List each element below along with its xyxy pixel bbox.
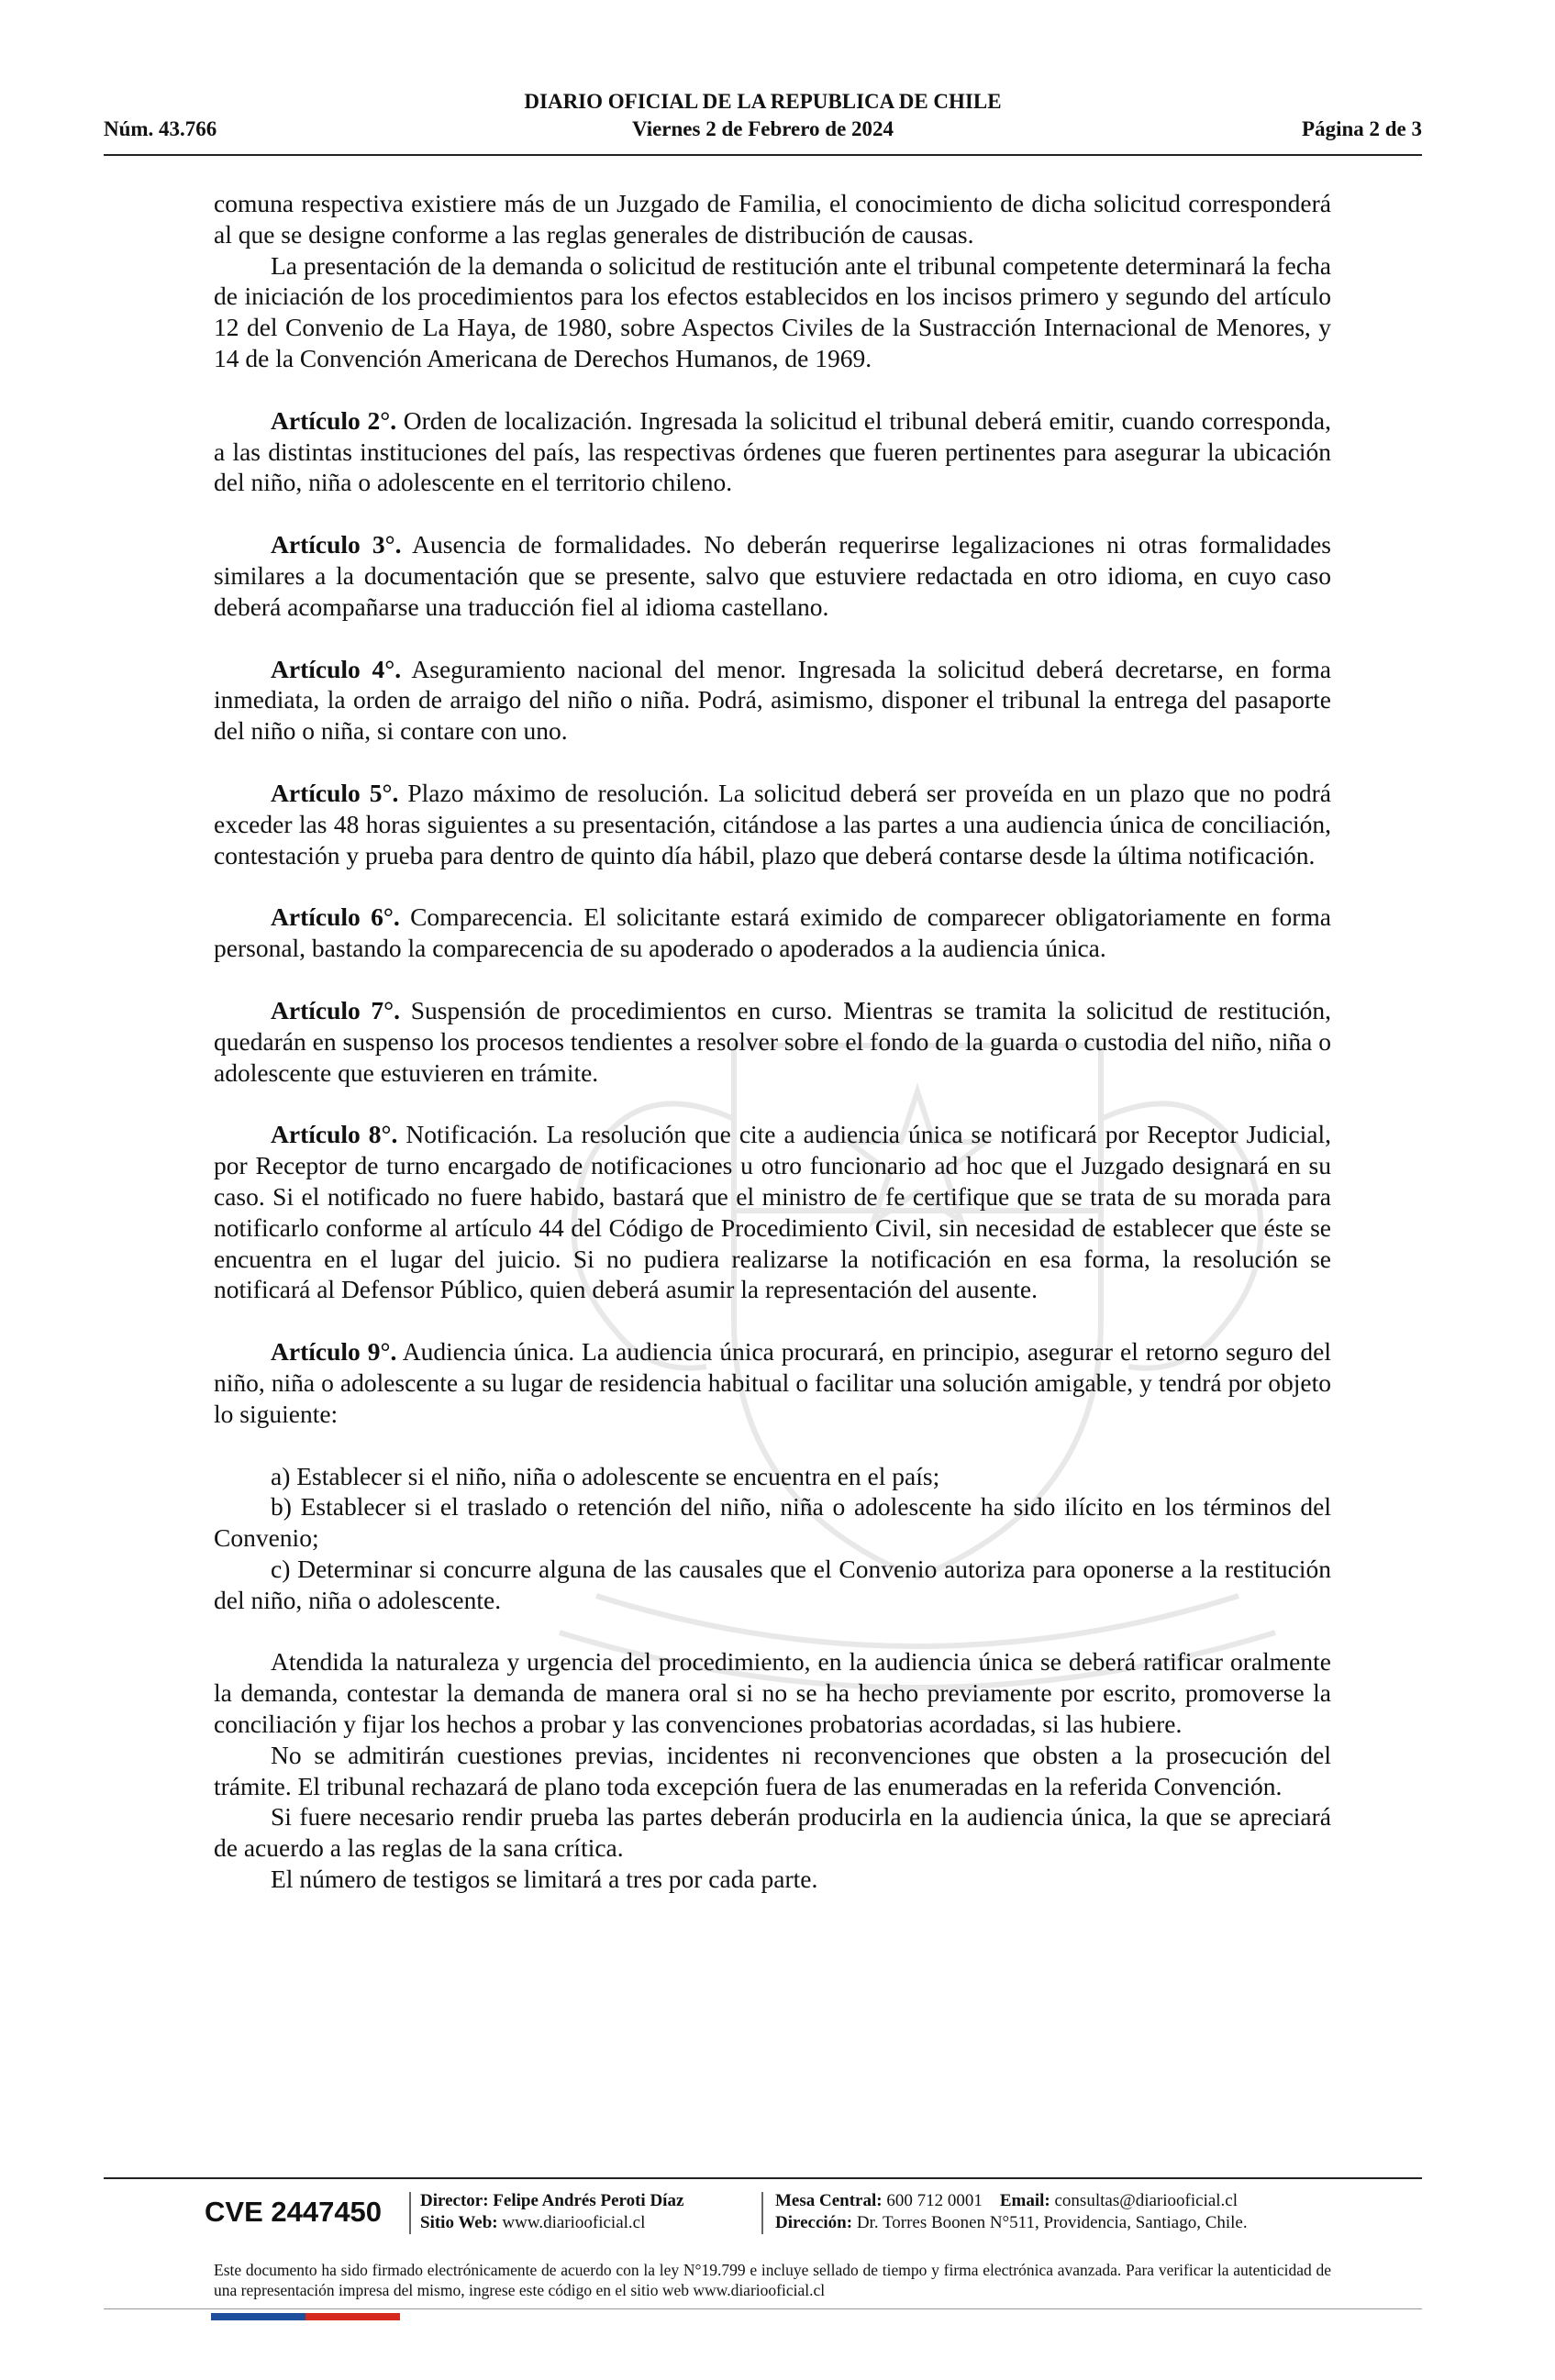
footer-separator xyxy=(409,2192,411,2234)
address-label: Dirección: xyxy=(775,2213,853,2232)
footer-contact-block xyxy=(775,2190,1248,2234)
article-7 xyxy=(214,995,1331,1088)
article-text: Ausencia de formalidades. No deberán requerirse legalizaciones ni otras formalidades similares a la documentación que se presente, salvo que estuviere redactada en otro idioma, en cuyo caso deberá acompañarse una traducción fiel al idioma castellano. xyxy=(214,530,1331,621)
flag-stripe xyxy=(211,2313,400,2320)
article-text: Orden de localización. Ingresada la solicitud el tribunal deberá emitir, cuando corresponda, a las distintas instituciones del país, las respectivas órdenes que fueren pertinentes para asegurar la ubicación del niño, niña o adolescente en el territorio chileno. xyxy=(214,405,1332,497)
article-heading: Artículo 4°. xyxy=(271,654,402,683)
article-text: Plazo máximo de resolución. La solicitud deberá ser proveída en un plazo que no podrá exceder las 48 horas siguientes a su presentación, citándose a las partes a una audiencia única de conciliación, contestación y prueba para dentro de quinto día hábil, plazo que deberá contarse desde la última notificación. xyxy=(214,778,1331,869)
website-link[interactable]: www.diariooficial.cl xyxy=(502,2213,646,2232)
article-heading: Artículo 8°. xyxy=(271,1120,398,1149)
page-footer xyxy=(104,2177,1422,2333)
director-name: Felipe Andrés Peroti Díaz xyxy=(493,2191,684,2210)
article-4 xyxy=(214,654,1331,747)
web-label: Sitio Web: xyxy=(420,2213,498,2232)
footer-separator xyxy=(761,2192,763,2234)
article-6 xyxy=(214,902,1331,964)
article-heading: Artículo 7°. xyxy=(271,995,401,1024)
article-5 xyxy=(214,778,1331,870)
footer-divider xyxy=(104,2177,1422,2179)
paragraph: El número de testigos se limitará a tres por cada parte. xyxy=(271,1865,818,1894)
article-text: Suspensión de procedimientos en curso. Mientras se tramita la solicitud de restitución, quedarán en suspenso los procesos tendientes a resolver sobre el fondo de la guarda o custodia del niño, niña o adolescente que estuvieren en trámite. xyxy=(214,995,1331,1087)
list-item: a) Establecer si el niño, niña o adolescente se encuentra en el país; xyxy=(271,1461,940,1490)
document-body xyxy=(214,188,1331,1895)
paragraph: Atendida la naturaleza y urgencia del procedimiento, en la audiencia única se deberá ratificar oralmente la demanda, contestar la demanda de manera oral si no se ha hecho previamente por escrito, promoverse la conciliación y fijar los hechos a probar y las convenciones probatorias acordadas, si las hubiere. xyxy=(214,1647,1331,1739)
article-3 xyxy=(214,529,1331,622)
issue-number: Núm. 43.766 xyxy=(104,117,217,140)
paragraph: La presentación de la demanda o solicitud de restitución ante el tribunal competente determinará la fecha de iniciación de los procedimientos para los efectos establecidos en los incisos primero y segundo del artículo 12 del Convenio de La Haya, de 1980, sobre Aspectos Civiles de la Sustracción Internacional de Menores, y 14 de la Convención Americana de Derechos Humanos, de 1969. xyxy=(214,250,1331,372)
phone-number: 600 712 0001 xyxy=(886,2191,983,2210)
article-9 xyxy=(214,1336,1331,1429)
article-8 xyxy=(214,1119,1331,1305)
article-text: Aseguramiento nacional del menor. Ingresada la solicitud deberá decretarse, en forma inmediata, la orden de arraigo del niño o niña. Podrá, asimismo, disponer el tribunal la entrega del pasaporte del niño o niña, si contare con uno. xyxy=(214,654,1331,746)
email-link[interactable]: consultas@diariooficial.cl xyxy=(1054,2191,1238,2210)
director-label: Director: xyxy=(420,2191,489,2210)
article-heading: Artículo 9°. xyxy=(271,1337,397,1367)
article-heading: Artículo 6°. xyxy=(271,902,400,932)
paragraph: Si fuere necesario rendir prueba las partes deberán producirla en la audiencia única, la que se apreciará de acuerdo a las reglas de la sana crítica. xyxy=(214,1802,1331,1863)
article-text: Audiencia única. La audiencia única procurará, en principio, asegurar el retorno seguro del niño, niña o adolescente a su lugar de residencia habitual o facilitar una solución amigable, y tendrá por objeto lo siguiente: xyxy=(214,1337,1331,1428)
phone-label: Mesa Central: xyxy=(775,2191,883,2210)
address: Dr. Torres Boonen N°511, Providencia, Santiago, Chile. xyxy=(856,2213,1248,2232)
issue-date: Viernes 2 de Febrero de 2024 xyxy=(631,117,894,140)
footer-director-block xyxy=(420,2190,683,2234)
page-number: Página 2 de 3 xyxy=(1302,117,1422,140)
article-text: Comparecencia. El solicitante estará eximido de comparecer obligatoriamente en forma personal, bastando la comparecencia de su apoderado o apoderados a la audiencia única. xyxy=(214,902,1331,963)
electronic-signature-notice: Este documento ha sido firmado electrónicamente de acuerdo con la ley N°19.799 e incluye sellado de tiempo y firma electrónica avanzada. Para verificar la autenticidad de una representación impresa del mismo, ingrese este código en el sitio web www.diariooficial.cl xyxy=(214,2261,1331,2299)
cve-code: CVE 2447450 xyxy=(205,2196,383,2228)
article-text: Notificación. La resolución que cite a audiencia única se notificará por Receptor Judicial, por Receptor de turno encargado de notificaciones u otro funcionario ad hoc que el Juzgado designará en su caso. Si el notificado no fuere habido, bastará que el ministro de fe certifique que se trata de su morada para notificarlo conforme al artículo 44 del Código de Procedimiento Civil, sin necesidad de establecer que éste se encuentra en el lugar del juicio. Si no pudiera realizarse la notificación en esa forma, la resolución se notificará al Defensor Público, quien deberá asumir la representación del ausente. xyxy=(214,1120,1331,1304)
flag-blue-segment xyxy=(211,2313,305,2320)
article-2 xyxy=(214,405,1331,498)
article-heading: Artículo 3°. xyxy=(271,530,402,559)
paragraph: comuna respectiva existiere más de un Juzgado de Familia, el conocimiento de dicha solicitud corresponderá al que se designe conforme a las reglas generales de distribución de causas. xyxy=(214,189,1331,249)
flag-red-segment xyxy=(305,2313,400,2320)
paragraph: No se admitirán cuestiones previas, incidentes ni reconvenciones que obsten a la prosecución del trámite. El tribunal rechazará de plano toda excepción fuera de las enumeradas en la referida Convención. xyxy=(214,1740,1331,1800)
footer-bottom-line xyxy=(104,2308,1422,2309)
newspaper-title: DIARIO OFICIAL DE LA REPUBLICA DE CHILE xyxy=(524,90,1002,113)
article-heading: Artículo 2°. xyxy=(271,405,397,435)
page-header xyxy=(104,90,1422,156)
list-item: b) Establecer si el traslado o retención del niño, niña o adolescente ha sido ilícito en los términos del Convenio; xyxy=(214,1492,1331,1553)
list-item: c) Determinar si concurre alguna de las causales que el Convenio autoriza para oponerse a la restitución del niño, niña o adolescente. xyxy=(214,1554,1331,1614)
email-label: Email: xyxy=(999,2191,1050,2210)
article-heading: Artículo 5°. xyxy=(271,778,399,807)
